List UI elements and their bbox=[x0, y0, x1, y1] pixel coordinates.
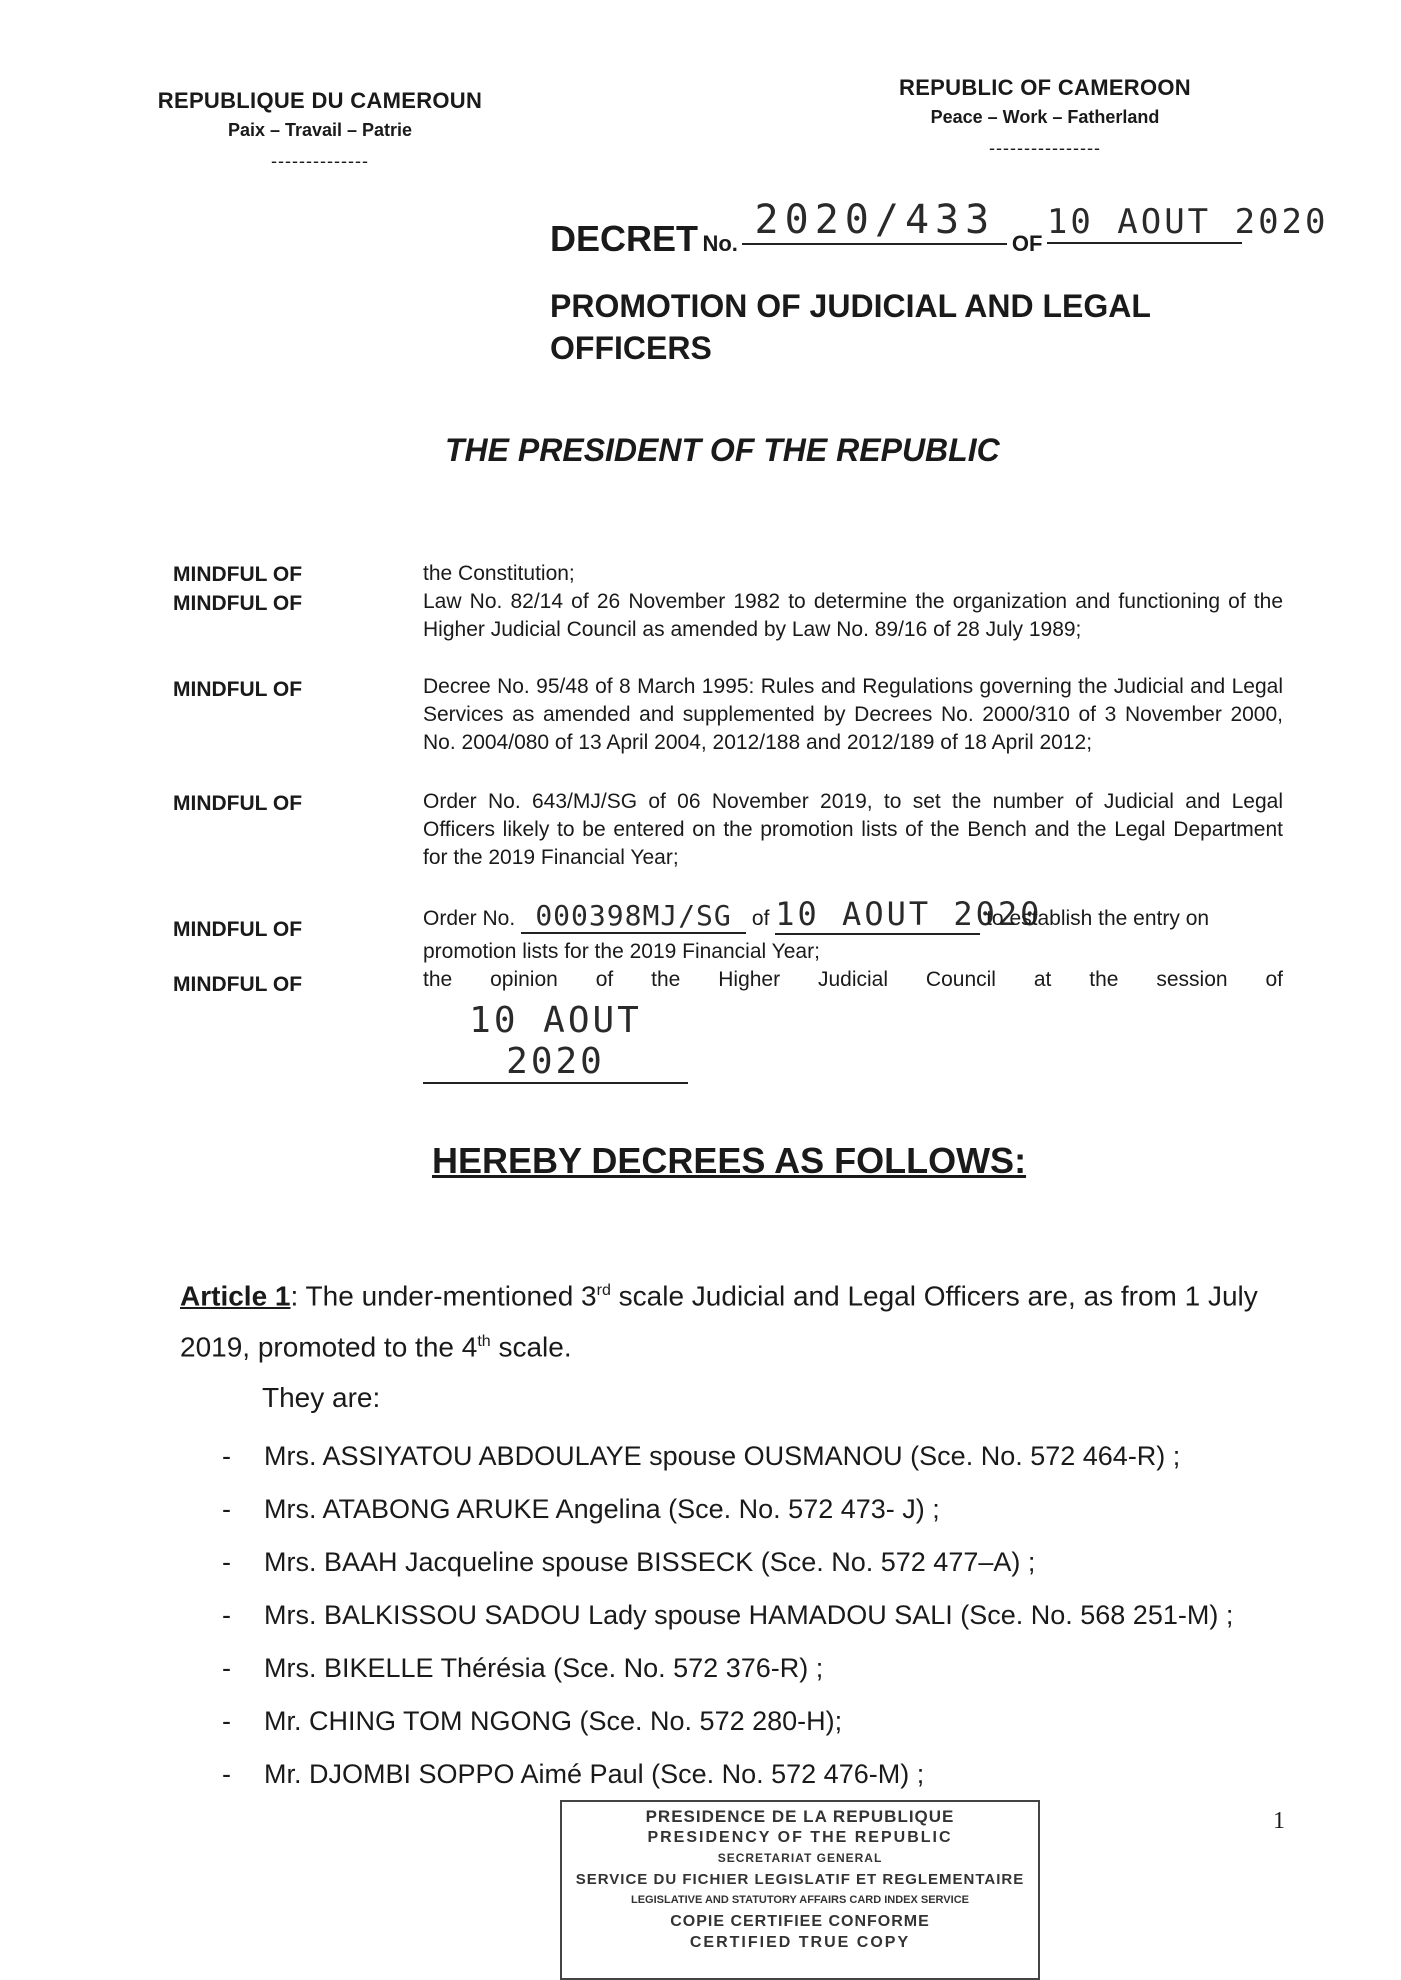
stamp-line: CERTIFIED TRUE COPY bbox=[689, 1934, 911, 1951]
list-item bbox=[222, 1706, 842, 1737]
header-right-divider: ---------------- bbox=[989, 138, 1101, 158]
list-dash: - bbox=[222, 1494, 231, 1524]
officer-name: Mr. CHING TOM NGONG (Sce. No. 572 280-H); bbox=[264, 1706, 843, 1736]
mindful-text-6: the opinion of the Higher Judicial Council at the session of bbox=[423, 968, 1283, 991]
session-date: 10 AOUT 2020 bbox=[469, 1000, 642, 1082]
list-dash: - bbox=[222, 1547, 231, 1577]
stamp-line: PRESIDENCY OF THE REPUBLIC bbox=[647, 1829, 953, 1846]
officer-name: Mr. DJOMBI SOPPO Aimé Paul (Sce. No. 572 476-M) ; bbox=[264, 1759, 925, 1789]
header-left-divider: -------------- bbox=[271, 151, 369, 171]
header-left bbox=[150, 88, 490, 172]
decree-label: DECRET bbox=[550, 218, 699, 259]
mindful-text-2: Law No. 82/14 of 26 November 1982 to determine the organization and functioning of the Higher Judicial Council as amended by Law No. 89/16 of 28 July 1989; bbox=[423, 590, 1283, 641]
list-dash: - bbox=[222, 1600, 231, 1630]
mindful-text-5 bbox=[423, 895, 1283, 935]
order-number: 000398MJ/SG bbox=[535, 899, 732, 932]
list-item bbox=[222, 1494, 940, 1525]
they-are: They are: bbox=[262, 1382, 381, 1413]
mindful-label-6: MINDFUL OF bbox=[173, 973, 303, 996]
order-prefix: Order No. bbox=[423, 907, 516, 930]
article-1-line2 bbox=[180, 1319, 1290, 1370]
officer-name: Mrs. BIKELLE Thérésia (Sce. No. 572 376-R) ; bbox=[264, 1653, 824, 1683]
officer-name: Mrs. BAAH Jacqueline spouse BISSECK (Sce. No. 572 477–A) ; bbox=[264, 1547, 1036, 1577]
stamp-line: LEGISLATIVE AND STATUTORY AFFAIRS CARD INDEX SERVICE bbox=[631, 1894, 969, 1906]
decree-date: 10 AOUT 2020 bbox=[1046, 202, 1329, 242]
list-item bbox=[222, 1441, 1180, 1472]
decree-subject-line2: OFFICERS bbox=[550, 330, 712, 366]
mindful-label-2: MINDFUL OF bbox=[173, 592, 303, 615]
session-date-field bbox=[423, 1000, 688, 1084]
mindful-label-4: MINDFUL OF bbox=[173, 792, 303, 815]
decree-subject bbox=[550, 285, 1151, 369]
list-item bbox=[222, 1600, 1233, 1631]
decree-number-field bbox=[742, 197, 1007, 245]
order-number-field bbox=[521, 899, 746, 934]
president-heading: THE PRESIDENT OF THE REPUBLIC bbox=[445, 432, 1000, 468]
page-number: 1 bbox=[1273, 1808, 1285, 1834]
officer-name: Mrs. ATABONG ARUKE Angelina (Sce. No. 572 473- J) ; bbox=[264, 1494, 940, 1524]
list-item bbox=[222, 1759, 924, 1790]
header-left-title: REPUBLIQUE DU CAMEROUN bbox=[157, 88, 483, 113]
list-dash: - bbox=[222, 1706, 231, 1736]
header-right bbox=[875, 75, 1215, 159]
article-1-text-b: scale Judicial and Legal Officers are, as from 1 July bbox=[610, 1280, 1258, 1312]
mindful-text-4: Order No. 643/MJ/SG of 06 November 2019, to set the number of Judicial and Legal Officers likely to be entered on the promotion lists of the Bench and the Legal Department for the 2019 Financial Year; bbox=[423, 790, 1283, 869]
mindful-label-5: MINDFUL OF bbox=[173, 918, 303, 941]
article-1-text-c: 2019, promoted to the 4 bbox=[180, 1331, 478, 1363]
stamp-line: SECRETARIAT GENERAL bbox=[717, 1851, 883, 1865]
mindful-label-1: MINDFUL OF bbox=[173, 563, 303, 586]
mindful-text-1: the Constitution; bbox=[423, 562, 575, 585]
article-1-label: Article 1 bbox=[180, 1280, 291, 1312]
mindful-label-3: MINDFUL OF bbox=[173, 678, 303, 701]
decree-of-label: OF bbox=[1011, 231, 1043, 256]
header-right-title: REPUBLIC OF CAMEROON bbox=[899, 75, 1191, 100]
decree-number: 2020/433 bbox=[754, 197, 996, 243]
mindful-text-3: Decree No. 95/48 of 8 March 1995: Rules and Regulations governing the Judicial and Legal Services as amended and supplemented by Decrees No. 2000/310 of 3 November 2000, No. 2004/080 of 13 April 2004, 2012/188 and 2012/189 of 18 April 2012; bbox=[423, 675, 1283, 754]
article-1 bbox=[180, 1268, 1290, 1371]
order-date-field bbox=[775, 895, 1043, 935]
decree-heading bbox=[550, 197, 1329, 263]
list-dash: - bbox=[222, 1653, 231, 1683]
stamp-line: COPIE CERTIFIEE CONFORME bbox=[670, 1913, 930, 1930]
list-item bbox=[222, 1653, 823, 1684]
list-dash: - bbox=[222, 1759, 231, 1789]
order-rest: to establish the entry on bbox=[986, 907, 1210, 930]
order-date: 10 AOUT 2020 bbox=[775, 895, 1043, 933]
certified-copy-stamp bbox=[560, 1800, 1040, 1980]
order-line2: promotion lists for the 2019 Financial Year; bbox=[423, 940, 820, 963]
article-1-sup-b: th bbox=[477, 1333, 491, 1351]
stamp-line: SERVICE DU FICHIER LEGISLATIF ET REGLEMENTAIRE bbox=[575, 1871, 1025, 1888]
order-of: of bbox=[751, 907, 770, 930]
list-dash: - bbox=[222, 1441, 231, 1471]
decree-date-field bbox=[1046, 202, 1329, 244]
article-1-text-a: : The under-mentioned 3 bbox=[290, 1280, 597, 1312]
hereby-heading: HEREBY DECREES AS FOLLOWS: bbox=[432, 1140, 1027, 1181]
article-1-sup-a: rd bbox=[596, 1282, 611, 1299]
officer-name: Mrs. BALKISSOU SADOU Lady spouse HAMADOU SALI (Sce. No. 568 251-M) ; bbox=[264, 1600, 1234, 1630]
article-1-text-d: scale. bbox=[490, 1331, 572, 1363]
stamp-line: PRESIDENCE DE LA REPUBLIQUE bbox=[645, 1807, 955, 1826]
header-right-motto: Peace – Work – Fatherland bbox=[930, 107, 1160, 127]
decree-subject-line1: PROMOTION OF JUDICIAL AND LEGAL bbox=[550, 288, 1151, 324]
list-item bbox=[222, 1547, 1035, 1578]
article-1-line1 bbox=[180, 1268, 1290, 1319]
decree-no-label: No. bbox=[702, 231, 738, 256]
officer-name: Mrs. ASSIYATOU ABDOULAYE spouse OUSMANOU (Sce. No. 572 464-R) ; bbox=[264, 1441, 1181, 1471]
header-left-motto: Paix – Travail – Patrie bbox=[227, 120, 413, 140]
